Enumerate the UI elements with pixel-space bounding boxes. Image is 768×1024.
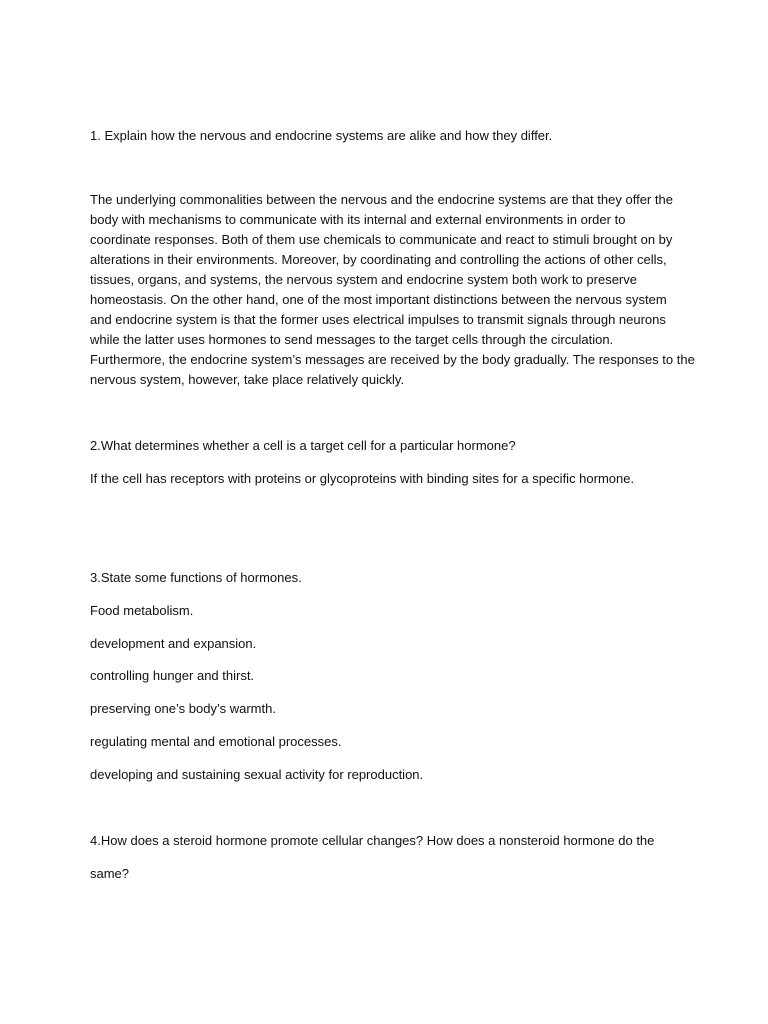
question-4-line-1: 4.How does a steroid hormone promote cellular changes? How does a nonsteroid hormone do the [90,833,655,848]
answer-1-line: homeostasis. On the other hand, one of the most important distinctions between the nervous system [90,292,667,307]
answer-1-line: alterations in their environments. Moreover, by coordinating and controlling the actions of other cells, [90,252,667,267]
list-item: preserving one’s body’s warmth. [90,701,276,716]
question-2: 2.What determines whether a cell is a target cell for a particular hormone? [90,438,516,453]
list-item: developing and sustaining sexual activity for reproduction. [90,767,424,782]
answer-1-line: nervous system, however, take place relatively quickly. [90,372,405,387]
answer-1-line: Furthermore, the endocrine system’s messages are received by the body gradually. The responses to the [90,352,695,367]
question-1: 1. Explain how the nervous and endocrine systems are alike and how they differ. [90,128,553,143]
question-4-line-2: same? [90,866,130,881]
list-item: Food metabolism. [90,603,194,618]
answer-1-line: and endocrine system is that the former uses electrical impulses to transmit signals through neurons [90,312,666,327]
answer-1-line: while the latter uses hormones to send messages to the target cells through the circulation. [90,332,614,347]
question-3: 3.State some functions of hormones. [90,570,302,585]
answer-1-line: The underlying commonalities between the nervous and the endocrine systems are that they offer the [90,192,673,207]
list-item: controlling hunger and thirst. [90,668,255,683]
list-item: regulating mental and emotional processes. [90,734,342,749]
answer-1-line: body with mechanisms to communicate with its internal and external environments in order to [90,212,626,227]
answer-1-line: tissues, organs, and systems, the nervous system and endocrine system both work to preserve [90,272,637,287]
answer-2: If the cell has receptors with proteins or glycoproteins with binding sites for a specific hormone. [90,471,635,486]
answer-1-line: coordinate responses. Both of them use chemicals to communicate and react to stimuli brought on by [90,232,673,247]
list-item: development and expansion. [90,636,257,651]
answer-1-paragraph [90,190,695,390]
